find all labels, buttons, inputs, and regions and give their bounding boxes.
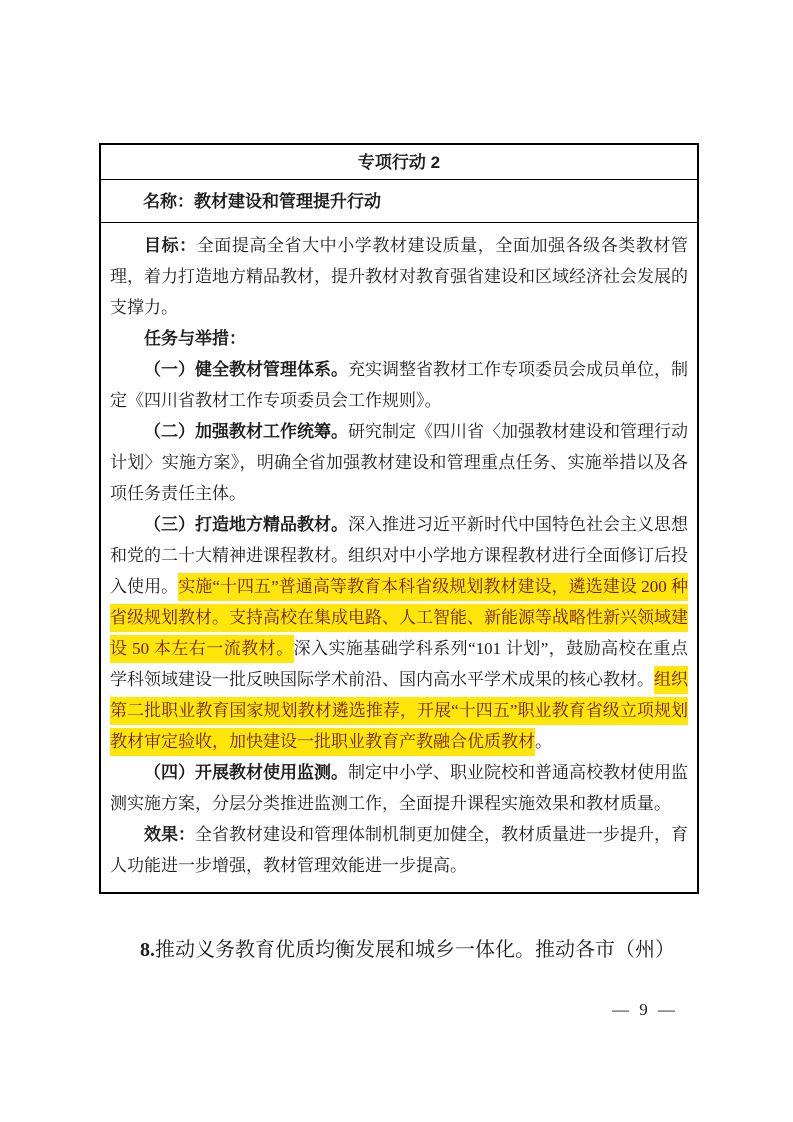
name-label: 名称： xyxy=(143,192,194,211)
effect-paragraph xyxy=(110,819,688,881)
task-item-3 xyxy=(110,509,688,757)
task-item-1 xyxy=(110,354,688,416)
task-item-4-text: 制定中小学、职业院校和普通高校教材使用监测实施方案，分层分类推进监测工作，全面提升课程实施效果和教材质量。 xyxy=(110,763,688,813)
table-body-cell xyxy=(101,223,697,892)
task-item-3-text-2: 深入实施基础学科系列“101 计划”，鼓励高校在重点学科领域建设一批反映国际学术前沿、国内高水平学术成果的核心教材。 xyxy=(110,639,689,689)
task-item-1-head: （一）健全教材管理体系。 xyxy=(144,360,348,379)
task-item-4-head: （四）开展教材使用监测。 xyxy=(144,763,348,782)
item-8-text: 推动各市（州） xyxy=(535,939,675,961)
goal-paragraph xyxy=(110,230,688,323)
task-item-2-head: （二）加强教材工作统筹。 xyxy=(144,422,348,441)
numbered-item-8 xyxy=(100,934,701,967)
page-number: — 9 — xyxy=(612,1000,678,1019)
task-item-3-text-1: 深入推进习近平新时代中国特色社会主义思想和党的二十大精神进课程教材。组织对中小学地方课程教材进行全面修订后投入使用。 xyxy=(110,515,688,596)
special-action-table xyxy=(99,143,699,894)
task-item-2-text: 研究制定《四川省〈加强教材建设和管理行动计划〉实施方案》，明确全省加强教材建设和管理重点任务、实施举措以及各项任务责任主体。 xyxy=(110,422,688,503)
task-item-4 xyxy=(110,757,688,819)
task-item-2 xyxy=(110,416,688,509)
task-item-1-text: 充实调整省教材工作专项委员会成员单位，制定《四川省教材工作专项委员会工作规则》。 xyxy=(110,360,688,410)
item-8-title: 推动义务教育优质均衡发展和城乡一体化。 xyxy=(155,939,535,961)
goal-label: 目标： xyxy=(144,236,197,255)
task-item-3-head: （三）打造地方精品教材。 xyxy=(144,515,348,534)
item-8-number: 8. xyxy=(140,939,155,961)
highlighted-passage-2: 组织第二批职业教育国家规划教材遴选推荐，开展“十四五”职业教育省级立项规划教材审定验收，加快建设一批职业教育产教融合优质教材 xyxy=(110,666,688,756)
table-header-row xyxy=(101,145,697,180)
name-value: 教材建设和管理提升行动 xyxy=(194,192,381,211)
table-name-row xyxy=(101,180,697,223)
effect-label: 效果： xyxy=(144,825,195,844)
task-item-3-text-3: 。 xyxy=(535,732,552,751)
tasks-label: 任务与举措： xyxy=(144,329,246,348)
table-title: 专项行动 2 xyxy=(357,153,441,172)
tasks-label-paragraph xyxy=(110,323,688,354)
effect-text: 全省教材建设和管理体制机制更加健全，教材质量进一步提升，育人功能进一步增强，教材管理效能进一步提高。 xyxy=(110,825,688,875)
highlighted-passage-1: 实施“十四五”普通高等教育本科省级规划教材建设，遴选建设 200 种省级规划教材。支持高校在集成电路、人工智能、新能源等战略性新兴领域建设 50 本左右一流教材。 xyxy=(110,573,688,663)
goal-text: 全面提高全省大中小学教材建设质量，全面加强各级各类教材管理，着力打造地方精品教材，提升教材对教育强省建设和区域经济社会发展的支撑力。 xyxy=(110,236,689,317)
